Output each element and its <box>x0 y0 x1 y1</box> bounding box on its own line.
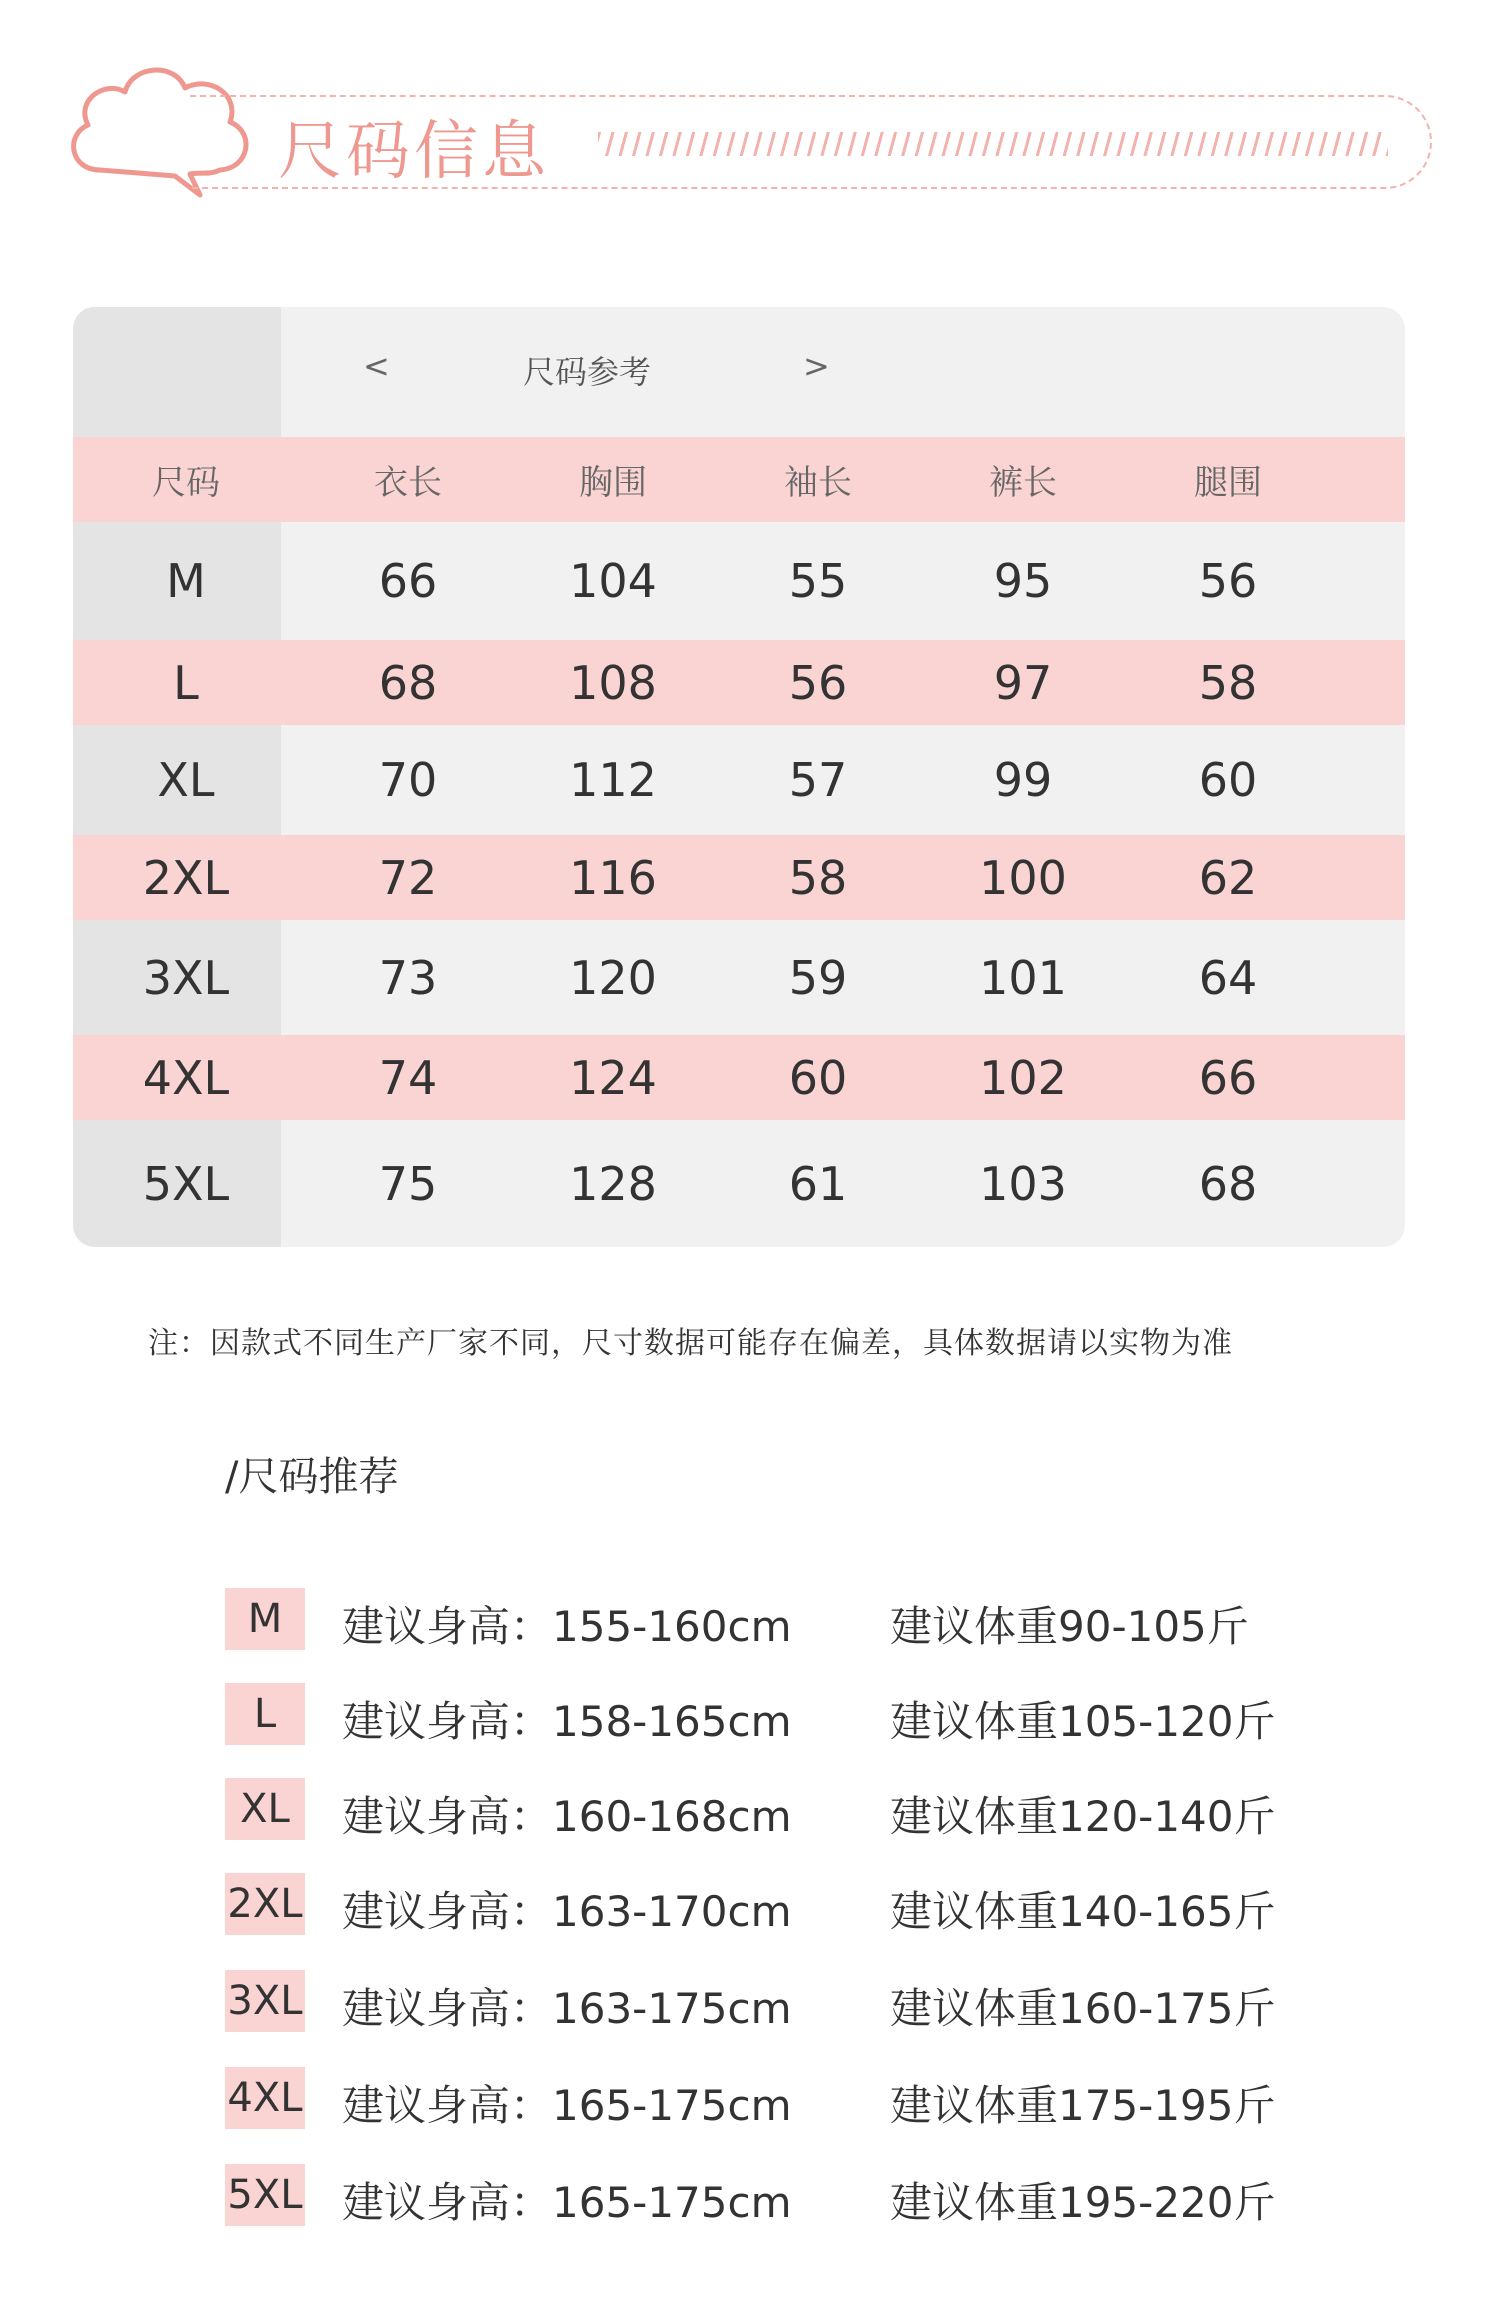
recommended-weight: 建议体重120-140斤 <box>890 1792 1276 1841</box>
table-cell: 97 <box>993 655 1053 710</box>
table-cell: M <box>166 554 206 608</box>
size-badge: 3XL <box>225 1970 305 2032</box>
table-cell: 70 <box>378 753 438 807</box>
recommendation-row <box>225 1778 1325 1840</box>
table-caption: 尺码参考 <box>523 353 652 391</box>
recommendation-row <box>225 1588 1325 1650</box>
size-badge: L <box>225 1683 305 1745</box>
table-cell: 56 <box>788 655 848 710</box>
recommendation-title: /尺码推荐 <box>225 1454 399 1500</box>
table-cell: 64 <box>1198 950 1258 1005</box>
table-cell: 95 <box>993 554 1053 608</box>
table-cell: 59 <box>788 950 848 1005</box>
table-cell: 57 <box>788 753 848 807</box>
recommendation-row <box>225 2164 1325 2226</box>
table-cell: 75 <box>378 1156 438 1211</box>
table-cell: L <box>173 655 199 710</box>
recommended-height: 建议身高：165-175cm <box>342 2178 792 2227</box>
table-cell: 103 <box>979 1156 1067 1211</box>
recommended-weight: 建议体重105-120斤 <box>890 1697 1276 1746</box>
recommended-height: 建议身高：155-160cm <box>342 1602 792 1651</box>
table-cell: 61 <box>788 1156 848 1211</box>
recommended-weight: 建议体重195-220斤 <box>890 2178 1276 2227</box>
recommended-weight: 建议体重140-165斤 <box>890 1887 1276 1936</box>
column-header: 腿围 <box>1194 463 1262 503</box>
table-header-row <box>73 437 1405 522</box>
column-header: 胸围 <box>579 463 647 503</box>
column-header: 尺码 <box>152 463 220 503</box>
table-cell: 100 <box>979 850 1067 905</box>
table-cell: 55 <box>788 554 848 608</box>
size-badge: M <box>225 1588 305 1650</box>
table-cell: 120 <box>569 950 657 1005</box>
table-cell: 58 <box>1198 655 1258 710</box>
section-title: 尺码信息 <box>278 115 550 189</box>
recommended-height: 建议身高：163-175cm <box>342 1984 792 2033</box>
size-badge: 4XL <box>225 2067 305 2129</box>
disclaimer-note: 注：因款式不同生产厂家不同，尺寸数据可能存在偏差，具体数据请以实物为准 <box>148 1326 1233 1361</box>
recommended-weight: 建议体重90-105斤 <box>890 1602 1249 1651</box>
table-cell: XL <box>157 753 215 807</box>
table-row <box>73 640 1405 725</box>
section-header <box>60 50 1440 220</box>
recommended-weight: 建议体重175-195斤 <box>890 2081 1276 2130</box>
table-cell: 68 <box>1198 1156 1258 1211</box>
column-header: 衣长 <box>374 463 442 503</box>
size-badge: XL <box>225 1778 305 1840</box>
table-cell: 68 <box>378 655 438 710</box>
recommended-height: 建议身高：160-168cm <box>342 1792 792 1841</box>
table-row <box>73 1035 1405 1120</box>
table-cell: 58 <box>788 850 848 905</box>
recommended-height: 建议身高：163-170cm <box>342 1887 792 1936</box>
table-cell: 5XL <box>142 1156 230 1211</box>
table-cell: 74 <box>378 1050 438 1105</box>
table-cell: 2XL <box>142 850 230 905</box>
table-row <box>73 522 1405 640</box>
table-topbar <box>73 307 1405 437</box>
table-cell: 108 <box>569 655 657 710</box>
size-badge: 2XL <box>225 1873 305 1935</box>
table-cell: 116 <box>569 850 657 905</box>
recommended-height: 建议身高：165-175cm <box>342 2081 792 2130</box>
column-header: 袖长 <box>784 463 852 503</box>
table-cell: 66 <box>1198 1050 1258 1105</box>
table-cell: 101 <box>979 950 1067 1005</box>
size-table <box>73 307 1405 1247</box>
table-row <box>73 835 1405 920</box>
table-cell: 104 <box>569 554 657 608</box>
table-cell: 72 <box>378 850 438 905</box>
table-row <box>73 725 1405 835</box>
nav-next-button[interactable]: > <box>803 347 830 385</box>
recommendation-row <box>225 1970 1325 2032</box>
recommended-weight: 建议体重160-175斤 <box>890 1984 1276 2033</box>
table-cell: 66 <box>378 554 438 608</box>
table-cell: 60 <box>1198 753 1258 807</box>
recommendation-row <box>225 1873 1325 1935</box>
recommended-height: 建议身高：158-165cm <box>342 1697 792 1746</box>
table-cell: 4XL <box>142 1050 230 1105</box>
table-row <box>73 920 1405 1035</box>
table-cell: 62 <box>1198 850 1258 905</box>
recommendation-row <box>225 1683 1325 1745</box>
table-cell: 99 <box>993 753 1053 807</box>
table-row <box>73 1120 1405 1247</box>
table-cell: 3XL <box>142 950 230 1005</box>
recommendation-row <box>225 2067 1325 2129</box>
table-cell: 102 <box>979 1050 1067 1105</box>
table-cell: 73 <box>378 950 438 1005</box>
table-cell: 128 <box>569 1156 657 1211</box>
nav-prev-button[interactable]: < <box>363 347 390 385</box>
header-stripes <box>598 132 1388 156</box>
table-cell: 112 <box>569 753 657 807</box>
table-cell: 56 <box>1198 554 1258 608</box>
size-badge: 5XL <box>225 2164 305 2226</box>
table-cell: 60 <box>788 1050 848 1105</box>
table-cell: 124 <box>569 1050 657 1105</box>
column-header: 裤长 <box>989 463 1057 503</box>
